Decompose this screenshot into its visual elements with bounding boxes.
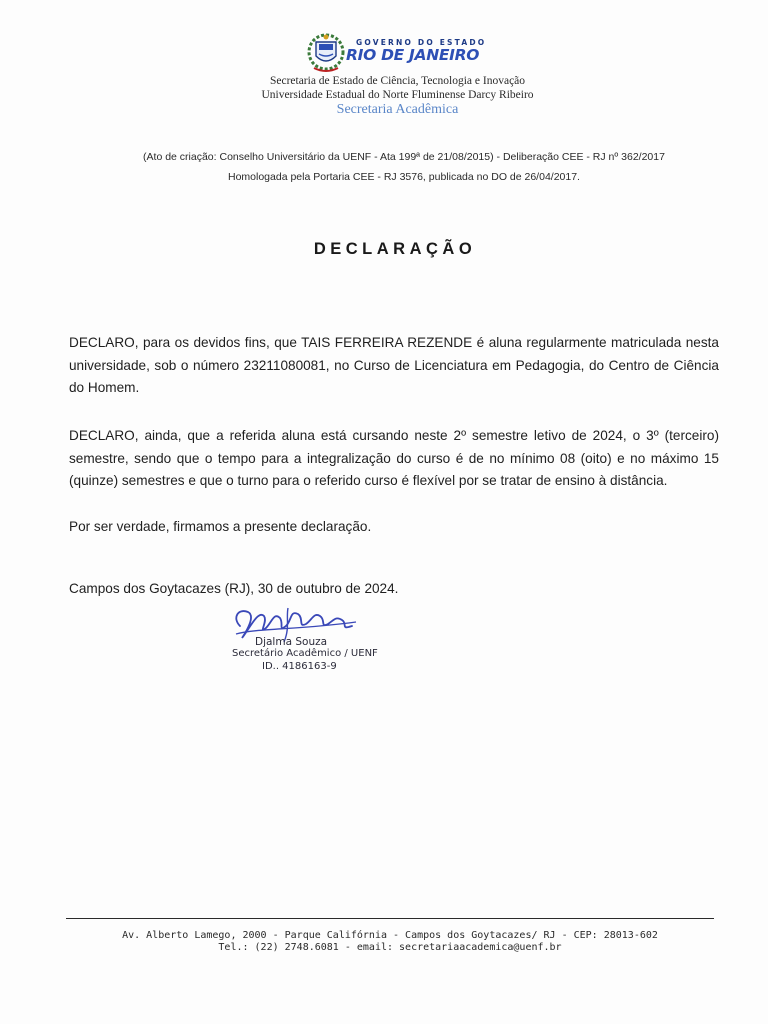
government-label: GOVERNO DO ESTADO — [356, 38, 487, 47]
document-title: DECLARAÇÃO — [313, 240, 477, 258]
state-coat-of-arms-icon — [306, 32, 346, 76]
closing-statement: Por ser verdade, firmamos a presente declaração. — [69, 519, 372, 534]
signatory-name: Djalma Souza — [255, 636, 328, 648]
footer-contact: Tel.: (22) 2748.6081 - email: secretariaacademica@uenf.br — [218, 942, 562, 953]
state-name: RIO DE JANEIRO — [346, 46, 480, 64]
act-of-creation-line: (Ato de criação: Conselho Universitário da UENF - Ata 199ª de 21/08/2015) - Deliberação CEE - RJ nº 362/2017 — [143, 151, 665, 163]
homologation-line: Homologada pela Portaria CEE - RJ 3576, publicada no DO de 26/04/2017. — [228, 171, 580, 183]
academic-secretariat-line: Secretaria Acadêmica — [336, 102, 459, 117]
footer-address: Av. Alberto Lamego, 2000 - Parque Califórnia - Campos dos Goytacazes/ RJ - CEP: 28013-602 — [122, 930, 658, 941]
university-line: Universidade Estadual do Norte Fluminense Darcy Ribeiro — [261, 89, 534, 101]
footer-divider — [66, 918, 714, 919]
state-secretariat-line: Secretaria de Estado de Ciência, Tecnologia e Inovação — [269, 75, 526, 87]
signatory-role: Secretário Acadêmico / UENF — [232, 648, 378, 659]
place-and-date: Campos dos Goytacazes (RJ), 30 de outubro de 2024. — [69, 581, 399, 596]
signatory-id: ID.. 4186163-9 — [262, 661, 337, 672]
declaration-paragraph-2: DECLARO, ainda, que a referida aluna está cursando neste 2º semestre letivo de 2024, o 3º (terceiro) semestre, sendo que o tempo para a integralização do curso é de no mínimo 08 (oito) e no máximo 15 (quinze) semestres e que o turno para o referido curso é flexível por se tratar de ensino à distância. — [69, 428, 719, 488]
declaration-paragraph-1: DECLARO, para os devidos fins, que TAIS FERREIRA REZENDE é aluna regularmente matriculada nesta universidade, sob o número 23211080081, no Curso de Licenciatura em Pedagogia, do Centro de Ciência do Homem. — [69, 335, 719, 395]
